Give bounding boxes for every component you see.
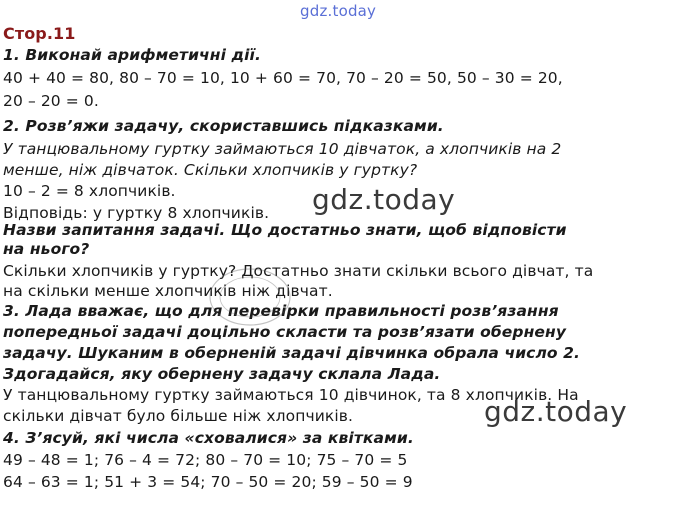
task-2-solution: 10 – 2 = 8 хлопчиків. <box>3 182 176 200</box>
task-2-heading: 2. Розв’яжи задачу, скориставшись підказками. <box>3 117 444 135</box>
task-2-text-line-2: менше, ніж дівчаток. Скільки хлопчиків у гуртку? <box>3 161 418 179</box>
task-4-answer-line-2: 64 – 63 = 1; 51 + 3 = 54; 70 – 50 = 20; 59 – 50 = 9 <box>3 473 413 491</box>
watermark-top: gdz.today <box>300 2 377 20</box>
task-4-answer-line-1: 49 – 48 = 1; 76 – 4 = 72; 80 – 70 = 10; 75 – 70 = 5 <box>3 451 408 469</box>
task-1-answer-line-2: 20 – 20 = 0. <box>3 92 99 110</box>
task-1-answer-line-1: 40 + 40 = 80, 80 – 70 = 10, 10 + 60 = 70, 70 – 20 = 50, 50 – 30 = 20, <box>3 69 563 87</box>
task-3-heading-line-4: Здогадайся, яку обернену задачу склала Лада. <box>3 365 441 383</box>
task-3-answer-line-2: скільки дівчат було більше ніж хлопчиків. <box>3 407 354 425</box>
task-3-heading-line-3: задачу. Шуканим в оберненій задачі дівчинка обрала число 2. <box>3 344 581 362</box>
watermark-bottom: gdz.today <box>484 395 628 428</box>
question-answer-line-2: на скільки менше хлопчиків ніж дівчат. <box>3 282 333 300</box>
question-heading-line-2: на нього? <box>3 240 90 258</box>
page-number: Стор.11 <box>3 24 76 43</box>
task-4-heading: 4. З’ясуй, які числа «сховалися» за квітками. <box>3 429 414 447</box>
watermark-middle: gdz.today <box>312 183 456 216</box>
question-heading-line-1: Назви запитання задачі. Що достатньо знати, щоб відповісти <box>3 221 567 239</box>
task-2-answer: Відповідь: у гуртку 8 хлопчиків. <box>3 204 270 222</box>
task-3-answer-line-1: У танцювальному гуртку займаються 10 дівчинок, та 8 хлопчиків. На <box>3 386 579 404</box>
task-3-heading-line-2: попередньої задачі доцільно скласти та розв’язати обернену <box>3 323 567 341</box>
faint-stamp-mark <box>205 262 295 332</box>
task-2-text-line-1: У танцювальному гуртку займаються 10 дівчаток, а хлопчиків на 2 <box>3 140 562 158</box>
task-3-heading-line-1: 3. Лада вважає, що для перевірки правильності розв’язання <box>3 302 559 320</box>
question-answer-line-1: Скільки хлопчиків у гуртку? Достатньо знати скільки всього дівчат, та <box>3 262 594 280</box>
task-1-heading: 1. Виконай арифметичні дії. <box>3 46 261 64</box>
